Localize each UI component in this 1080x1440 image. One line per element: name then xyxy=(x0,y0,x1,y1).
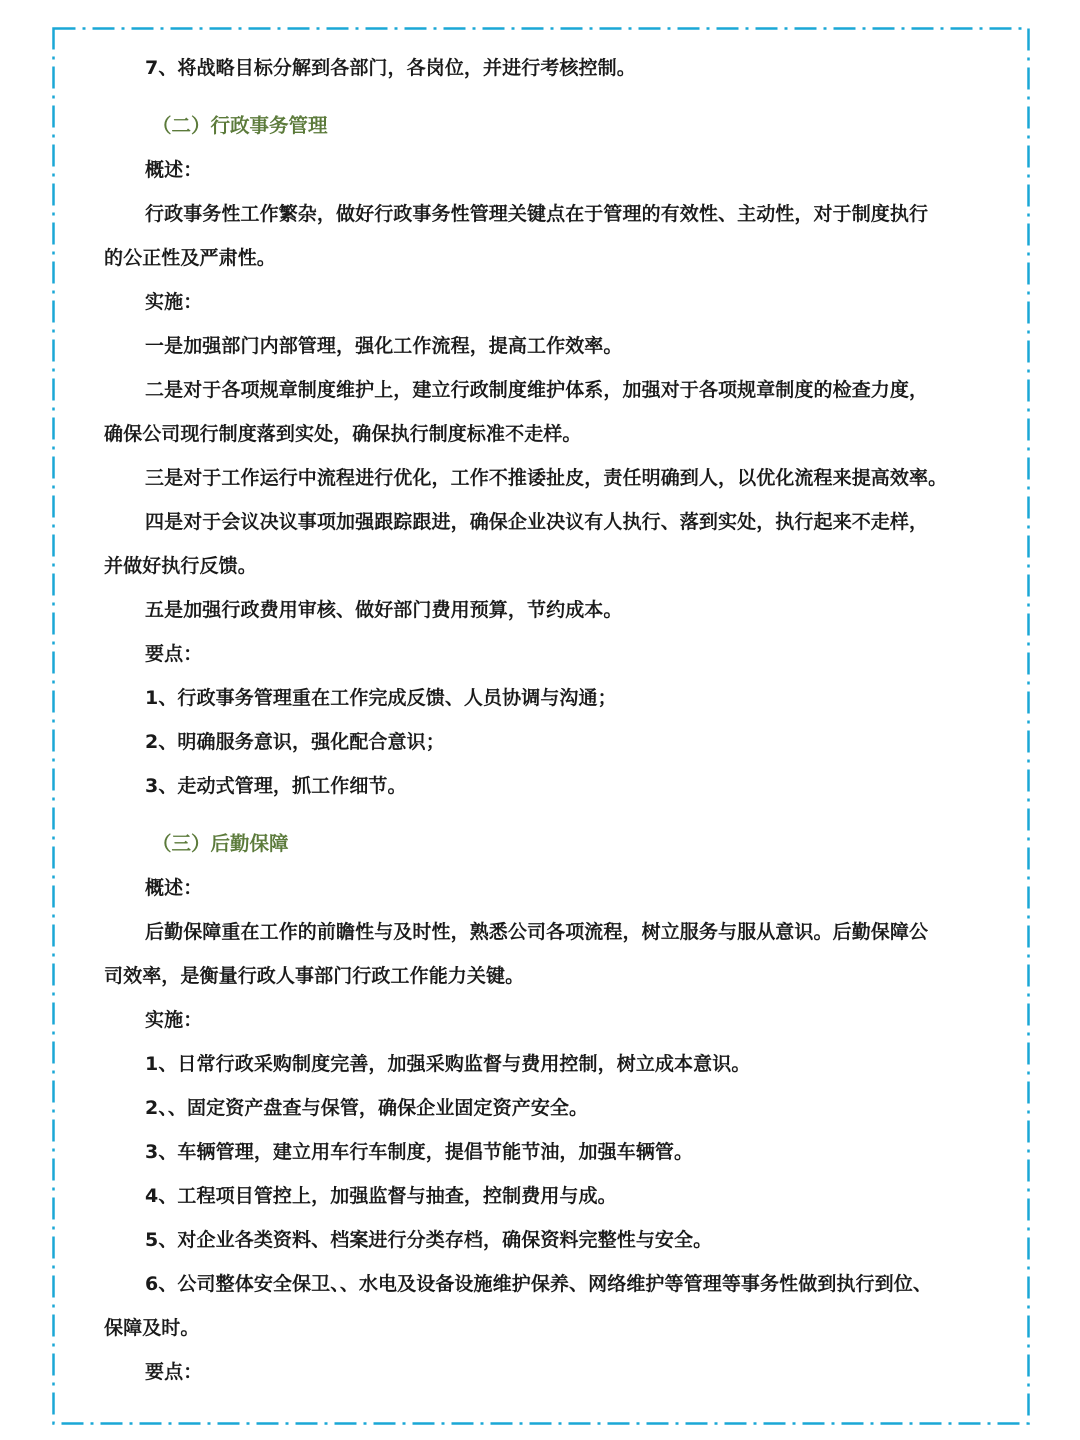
logistics-points-label: 要点： xyxy=(145,1361,203,1383)
strategy-item-7: 7、将战略目标分解到各部门，各岗位，并进行考核控制。 xyxy=(145,57,636,79)
admin-overview-text-1: 行政事务性工作繁杂，做好行政事务性管理关键点在于管理的有效性、主动性，对于制度执行 xyxy=(145,203,929,225)
logistics-impl-1: 1、日常行政采购制度完善，加强采购监督与费用控制，树立成本意识。 xyxy=(145,1053,751,1075)
admin-point-1: 1、行政事务管理重在工作完成反馈、人员协调与沟通； xyxy=(145,687,617,709)
admin-impl-2-line-1: 二是对于各项规章制度维护上，建立行政制度维护体系，加强对于各项规章制度的检查力度， xyxy=(145,379,929,401)
admin-impl-3: 三是对于工作运行中流程进行优化，工作不推诿扯皮，责任明确到人，以优化流程来提高效率。 xyxy=(145,467,948,489)
logistics-impl-6-line-1: 6、公司整体安全保卫、、水电及设备设施维护保养、网络维护等管理等事务性做到执行到位、 xyxy=(145,1273,932,1295)
admin-impl-1: 一是加强部门内部管理，强化工作流程，提高工作效率。 xyxy=(145,335,623,357)
section-heading-logistics: （三）后勤保障 xyxy=(152,832,289,855)
logistics-overview-text-1: 后勤保障重在工作的前瞻性与及时性，熟悉公司各项流程，树立服务与服从意识。后勤保障公 xyxy=(145,921,929,943)
logistics-overview-label: 概述： xyxy=(145,877,203,899)
admin-impl-4-line-2: 并做好执行反馈。 xyxy=(104,555,257,577)
admin-point-3: 3、走动式管理，抓工作细节。 xyxy=(145,775,407,797)
logistics-impl-3: 3、车辆管理，建立用车行车制度，提倡节能节油，加强车辆管。 xyxy=(145,1141,694,1163)
admin-overview-label: 概述： xyxy=(145,159,203,181)
logistics-impl-5: 5、对企业各类资料、档案进行分类存档，确保资料完整性与安全。 xyxy=(145,1229,713,1251)
admin-impl-2-line-2: 确保公司现行制度落到实处，确保执行制度标准不走样。 xyxy=(104,423,582,445)
document-body xyxy=(104,46,980,1394)
logistics-overview-text-2: 司效率，是衡量行政人事部门行政工作能力关键。 xyxy=(104,965,525,987)
admin-overview-text-2: 的公正性及严肃性。 xyxy=(104,247,276,269)
admin-impl-4-line-1: 四是对于会议决议事项加强跟踪跟进，确保企业决议有人执行、落到实处，执行起来不走样， xyxy=(145,511,929,533)
logistics-impl-4: 4、工程项目管控上，加强监督与抽查，控制费用与成。 xyxy=(145,1185,617,1207)
admin-impl-5: 五是加强行政费用审核、做好部门费用预算，节约成本。 xyxy=(145,599,623,621)
logistics-impl-label: 实施： xyxy=(145,1009,203,1031)
section-heading-admin: （二）行政事务管理 xyxy=(152,114,328,137)
admin-points-label: 要点： xyxy=(145,643,203,665)
admin-impl-label: 实施： xyxy=(145,291,203,313)
admin-point-2: 2、明确服务意识，强化配合意识； xyxy=(145,731,445,753)
logistics-impl-2: 2、、固定资产盘查与保管，确保企业固定资产安全。 xyxy=(145,1097,589,1119)
logistics-impl-6-line-2: 保障及时。 xyxy=(104,1317,200,1339)
